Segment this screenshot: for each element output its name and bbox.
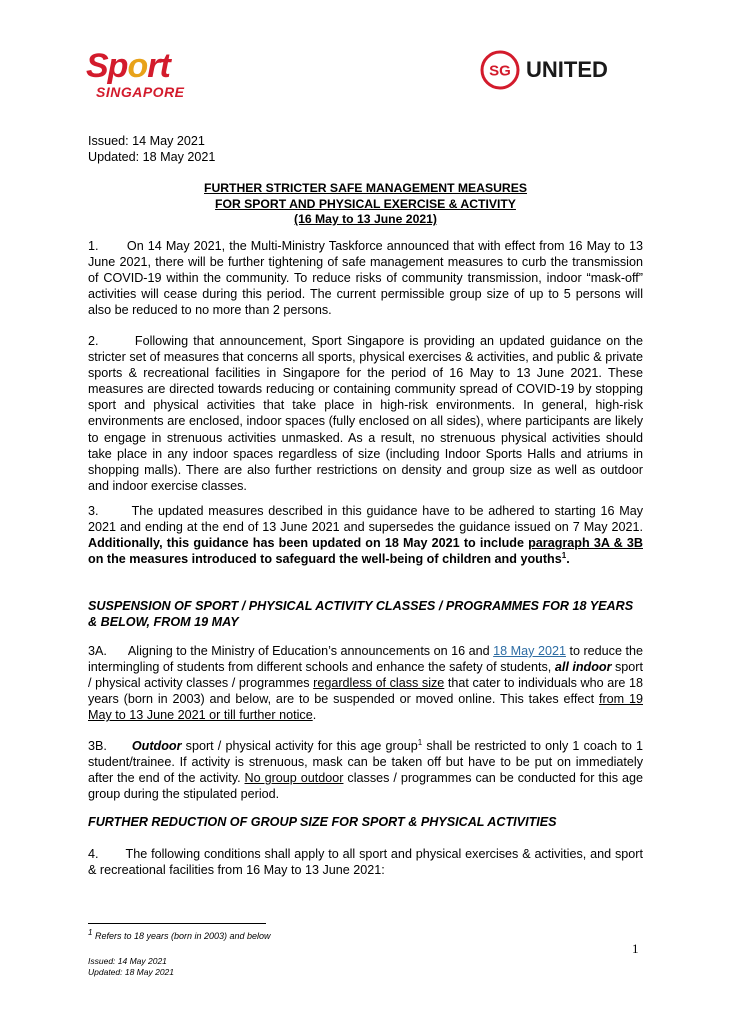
section-heading-group-size: FURTHER REDUCTION OF GROUP SIZE FOR SPORT & PHYSICAL ACTIVITIES xyxy=(88,815,557,829)
sport-singapore-logo xyxy=(86,48,204,104)
sg-united-logo xyxy=(480,50,640,94)
document-title xyxy=(88,181,643,228)
sport-wordmark: Sport xyxy=(86,47,170,85)
paragraph-3a: 3A. Aligning to the Ministry of Education’s announcements on 16 and 18 May 2021 to reduce the intermingling of students from different schools and enhance the safety of students, all indoor sport / physical activity classes / programmes regardless of class size that cater to individuals who are 18 years (born in 2003) and below, are to be suspended or moved online. This takes effect from 19 May to 13 June 2021 or till further notice. xyxy=(88,644,644,723)
singapore-wordmark: SINGAPORE xyxy=(96,84,185,100)
issue-dates xyxy=(88,133,215,165)
paragraph-2: 2. Following that announcement, Sport Singapore is providing an updated guidance on the stricter set of measures that concerns all sports, physical exercises & activities, and public & private sports & recreational facilities in Singapore for the period of 16 May to 13 June 2021. These measures are directed towards reducing or containing community spread of COVID-19 by stopping sport and physical activities that take place in high-risk environments. In general, high-risk environments are enclosed, indoor spaces (fully enclosed on all sides), where participants are likely to engage in strenuous activities unmasked. As a result, no strenuous physical activities should take place in any indoor spaces regardless of size (including Indoor Sports Halls and atriums in shopping malls). There are also further restrictions on density and group size as well as outdoor and indoor exercise classes. xyxy=(88,334,643,493)
updated-date: Updated: 18 May 2021 xyxy=(88,150,216,164)
sg-badge-icon xyxy=(480,50,520,90)
issued-date: Issued: 14 May 2021 xyxy=(88,134,205,148)
section-heading-suspension: SUSPENSION OF SPORT / PHYSICAL ACTIVITY CLASSES / PROGRAMMES FOR 18 YEARS & BELOW, FROM 19 MAY xyxy=(88,599,634,630)
footer-updated: Updated: 18 May 2021 xyxy=(88,966,175,977)
moe-announcement-link[interactable]: 18 May 2021 xyxy=(493,644,566,658)
footnote-divider xyxy=(88,923,266,924)
footnote: $^1$ Refers to 18 years (born in 2003) and below xyxy=(88,928,271,941)
footer-issued: Issued: 14 May 2021 xyxy=(88,956,167,966)
page-footer xyxy=(88,956,174,977)
title-line-2: FOR SPORT AND PHYSICAL EXERCISE & ACTIVITY xyxy=(215,196,516,211)
paragraph-3: 3. The updated measures described in this guidance have to be adhered to starting 16 May 2021 and ending at the end of 13 June 2021 and supersedes the guidance issued on 7 May 2021. Additionally, this guidance has been updated on 18 May 2021 to include paragraph 3A & 3B on the measures introduced to safeguard the well-being of children and youths$^1$. xyxy=(88,504,643,567)
footnote-marker: 1 xyxy=(417,737,423,747)
paragraph-3b: 3B. Outdoor sport / physical activity for this age group$^1$ shall be restricted to only 1 coach to 1 student/trainee. If activity is strenuous, mask can be taken off but have to be put on immediately after the end of the activity. No group outdoor classes / programmes can be conducted for this age group during the stipulated period. xyxy=(88,737,643,802)
title-line-1: FURTHER STRICTER SAFE MANAGEMENT MEASURES xyxy=(204,181,527,195)
sport-o-letter: o xyxy=(127,47,148,85)
footnote-marker: 1 xyxy=(561,551,567,561)
paragraph-1: 1. On 14 May 2021, the Multi-Ministry Taskforce announced that with effect from 16 May to 13 June 2021, there will be further tightening of safe management measures to curb the transmission of COVID-19 within the community. To reduce risks of community transmission, indoor “mask-off” activities will cease during this period. The current permissible group size of up to 5 persons will also be reduced to no more than 2 persons. xyxy=(88,239,643,318)
united-wordmark: UNITED xyxy=(526,57,608,82)
paragraph-4: 4. The following conditions shall apply to all sport and physical exercises & activities, and sport & recreational facilities from 16 May to 13 June 2021: xyxy=(88,847,643,878)
page-number: 1 xyxy=(632,941,639,956)
svg-text:SG: SG xyxy=(489,62,511,80)
paragraph-reference: paragraph 3A & 3B xyxy=(528,536,643,551)
title-line-3: (16 May to 13 June 2021) xyxy=(294,212,437,226)
